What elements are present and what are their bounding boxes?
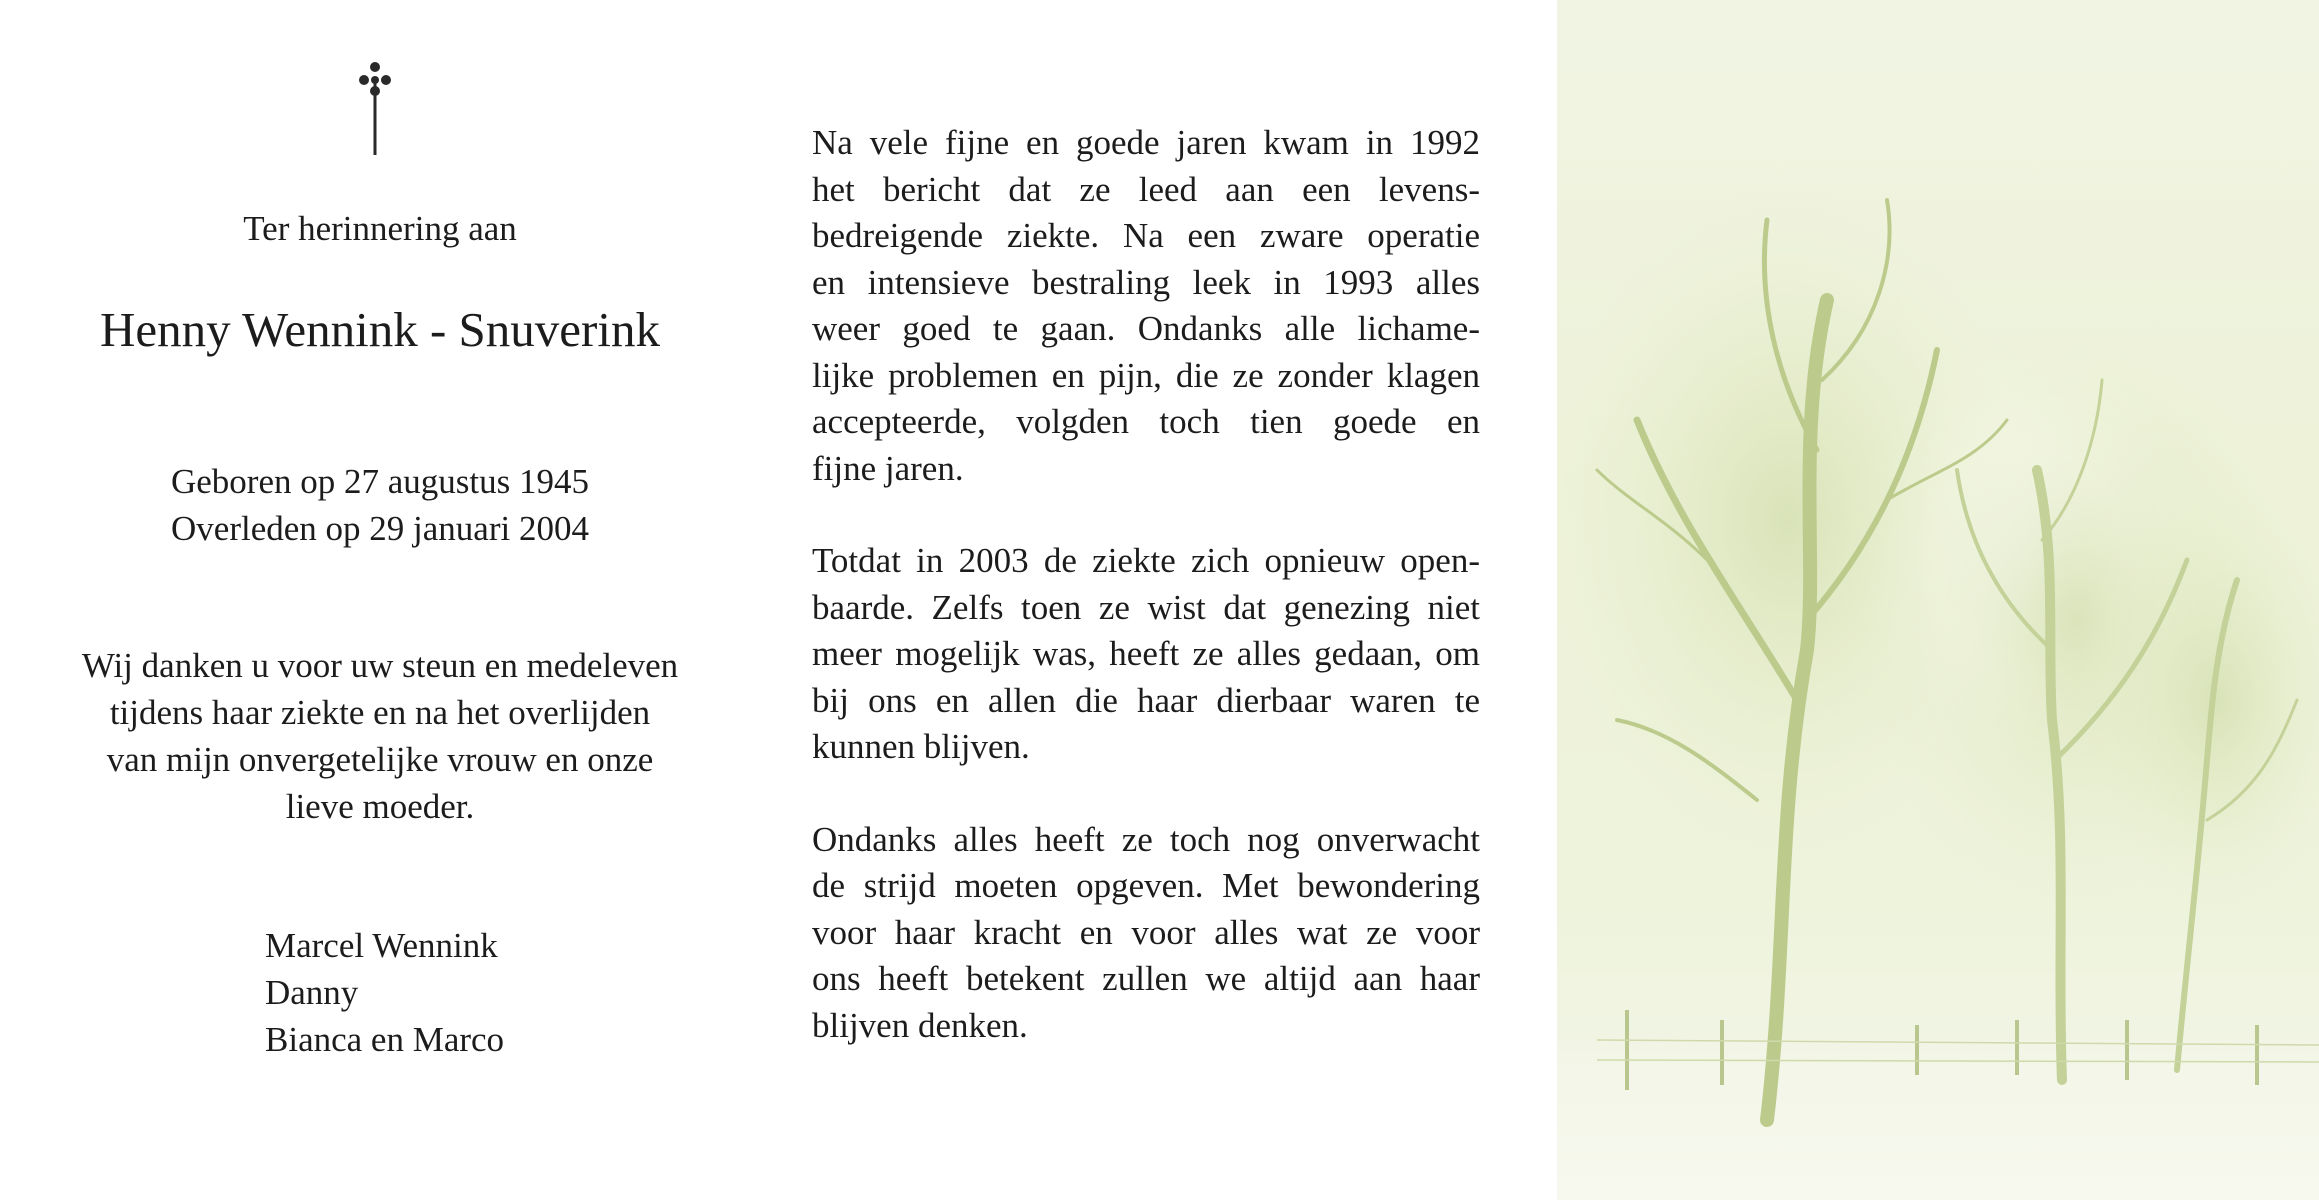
text-line: Ondanks alles heeft ze toch nog onverwacht (812, 819, 1480, 859)
signers-list (265, 922, 504, 1063)
biography-text (812, 120, 1480, 1095)
text-line: het bericht dat ze leed aan een levens- (812, 169, 1480, 209)
text-line: Totdat in 2003 de ziekte zich opnieuw open- (812, 541, 1480, 580)
paragraph-3 (812, 817, 1480, 1050)
birth-date: Geboren op 27 augustus 1945 (170, 462, 589, 501)
deceased-name: Henny Wennink - Snuverink (100, 302, 660, 357)
text-line: accepteerde, volgden toch tien goede en (812, 402, 1480, 441)
text-line: bij ons en allen die haar dierbaar waren te (812, 680, 1480, 720)
text-line: fijne jaren. (812, 448, 964, 488)
thanks-line: lieve moeder. (285, 787, 475, 826)
text-line: de strijd moeten opgeven. Met bewondering (812, 866, 1480, 905)
text-line: voor haar kracht en voor alles wat ze voor (812, 912, 1480, 952)
left-panel (0, 0, 760, 1200)
text-line: baarde. Zelfs toen ze wist dat genezing niet (812, 587, 1480, 627)
thanks-line: van mijn onvergetelijke vrouw en onze (106, 740, 654, 779)
thanks-line: tijdens haar ziekte en na het overlijden (109, 693, 651, 732)
thanks-message (0, 642, 760, 830)
text-line: kunnen blijven. (812, 727, 1030, 766)
thanks-line: Wij danken u voor uw steun en medeleven (81, 646, 679, 685)
cross-icon (350, 60, 400, 155)
text-line: en intensieve bestraling leek in 1993 alles (812, 262, 1480, 302)
signer: Danny (265, 973, 359, 1012)
tree-illustration (1557, 0, 2319, 1200)
paragraph-1 (812, 120, 1480, 492)
text-line: weer goed te gaan. Ondanks alle lichame- (812, 309, 1480, 348)
text-line: lijke problemen en pijn, die ze zonder klagen (812, 355, 1480, 395)
winter-trees-photo (1557, 0, 2319, 1200)
text-line: Na vele fijne en goede jaren kwam in 1992 (812, 123, 1480, 162)
death-date: Overleden op 29 januari 2004 (171, 509, 589, 548)
signer: Bianca en Marco (265, 1020, 505, 1059)
text-line: meer mogelijk was, heeft ze alles gedaan, om (812, 634, 1480, 673)
text-line: bedreigende ziekte. Na een zware operatie (812, 216, 1480, 255)
text-line: ons heeft betekent zullen we altijd aan haar (812, 959, 1480, 998)
paragraph-2 (812, 538, 1480, 771)
signer: Marcel Wennink (265, 926, 498, 965)
memory-label: Ter herinnering aan (243, 209, 517, 248)
dates-block (0, 458, 760, 552)
text-line: blijven denken. (812, 1005, 1028, 1045)
